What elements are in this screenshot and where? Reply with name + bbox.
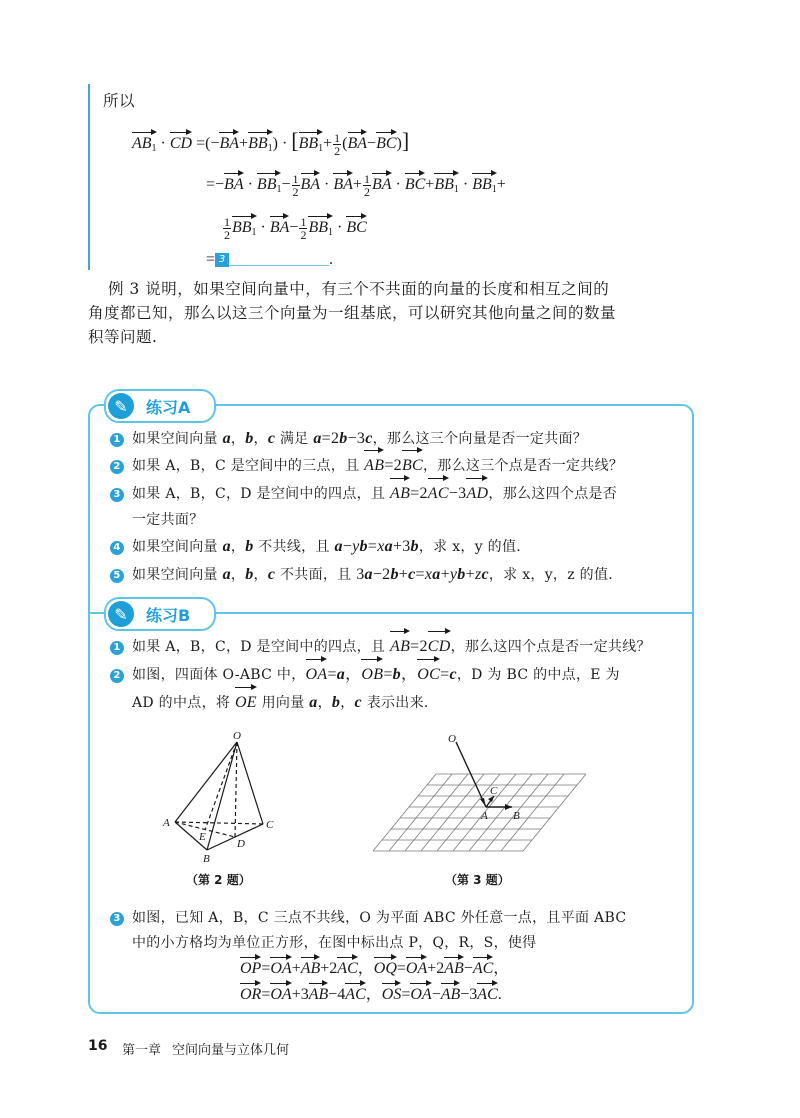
practice-b-eq-1: OP=OA+AB+2AC，OQ=OA+2AB−AC， — [240, 960, 510, 977]
tetrahedron-figure — [155, 728, 295, 868]
fig3-caption: （第 3 题） — [445, 873, 510, 887]
practice-b-item-3: 3 如图，已知 A，B，C 三点不共线，O 为平面 ABC 外任意一点，且平面 ABC — [110, 905, 626, 931]
suoyi-text: 所以 — [103, 92, 136, 110]
practice-a-item-3-cont: 一定共面？ — [132, 512, 204, 528]
practice-a-item-4: 4 如果空间向量 a，b 不共线，且 a−yb=xa+3b，求 x，y 的值. — [110, 534, 521, 560]
paragraph-line-3: 积等问题. — [88, 328, 158, 346]
pencil-icon: ✎ — [108, 393, 134, 419]
fig2-caption: （第 2 题） — [186, 873, 251, 887]
practice-b-item-2: 2 如图，四面体 O-ABC 中，OA=a，OB=b，OC=c，D 为 BC 的中点，E 为 — [110, 662, 620, 688]
grid-plane-figure — [372, 728, 622, 868]
paragraph-line-2: 角度都已知，那么以这三个向量为一组基底，可以研究其他向量之间的数量 — [88, 304, 617, 322]
footer-title: 空间向量与立体几何 — [172, 1043, 290, 1058]
practice-a-item-1: 1 如果空间向量 a，b，c 满足 a=2b−3c，那么这三个向量是否一定共面？ — [110, 426, 587, 452]
tetra-label-E: E — [199, 831, 206, 843]
pencil-icon: ✎ — [108, 601, 134, 627]
practice-a-item-5: 5 如果空间向量 a，b，c 不共面，且 3a−2b+c=xa+yb+zc，求 x，y，z 的值. — [110, 562, 613, 588]
practice-a-item-2: 2 如果 A，B，C 是空间中的三点，且 AB=2BC，那么这三个点是否一定共线？ — [110, 453, 623, 479]
equation-line-1: $AB_1$ · CD $=(-BA+BB_1) \cdot [BB_1+$ $\frac{1}{2}$ (BA−BC)] — [132, 128, 410, 158]
tetra-label-D: D — [237, 838, 245, 850]
tetra-label-O: O — [233, 730, 241, 742]
answer-slot-badge: 3 — [215, 253, 229, 267]
tetra-label-A: A — [163, 817, 170, 829]
equation-line-2: $=-BA \cdot BB_1-$ $\frac{1}{2}$ BA · BA+ $\frac{1}{2}$ BA · $BC+BB_1 \cdot BB_1+$ — [206, 172, 506, 199]
page-number: 16 — [88, 1038, 108, 1054]
tetra-label-C: C — [266, 819, 274, 831]
equation-line-4: = 3 . — [206, 251, 334, 268]
paragraph-line-1: 例 3 说明，如果空间向量中，有三个不共面的向量的长度和相互之间的 — [108, 280, 610, 298]
grid-label-C: C — [490, 785, 498, 797]
grid-label-O: O — [448, 733, 456, 745]
practice-b-eq-2: OR=OA+3AB−4AC，OS=OA−AB−3AC. — [240, 986, 502, 1003]
grid-label-B: B — [513, 810, 520, 822]
footer-chapter: 第一章 — [122, 1043, 162, 1058]
tab-practice-b-label: 练习B — [146, 605, 191, 625]
tab-practice-a-label: 练习A — [146, 397, 191, 417]
practice-b-item-1: 1 如果 A，B，C，D 是空间中的四点，且 AB=2CD，那么这四个点是否一定共线？ — [110, 634, 651, 660]
answer-blank[interactable] — [229, 265, 329, 266]
tetra-label-B: B — [203, 853, 210, 865]
continuation-rule — [88, 84, 90, 270]
tab-practice-a — [104, 389, 216, 423]
practice-b-item-2-cont: AD 的中点，将 OE 用向量 a，b，c 表示出来. — [132, 690, 429, 716]
grid-label-A: A — [481, 810, 488, 822]
practice-b-item-3-cont: 中的小方格均为单位正方形，在图中标出点 P，Q，R，S，使得 — [132, 935, 537, 951]
equation-line-3: $\frac{1}{2}$ $BB_1 \cdot BA-$ $\frac{1}{2}$ $BB_1$ · BC — [224, 215, 367, 242]
tab-practice-b — [104, 597, 216, 631]
practice-a-item-3: 3 如果 A，B，C，D 是空间中的四点，且 AB=2AC−3AD，那么这四个点是否 — [110, 481, 617, 507]
